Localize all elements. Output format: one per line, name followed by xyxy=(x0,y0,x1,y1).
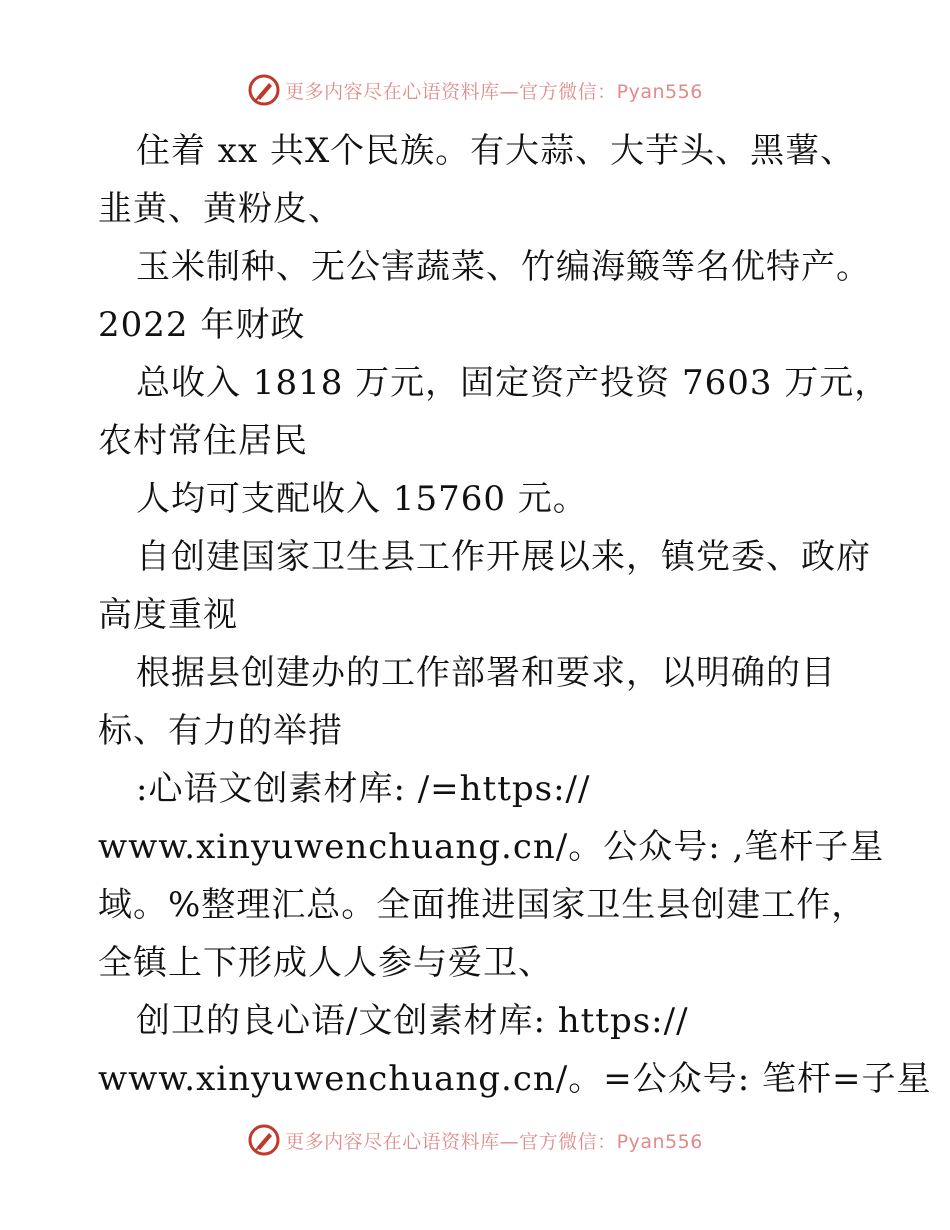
text-line: www.xinyuwenchuang.cn/。=公众号: 笔杆=子星 xyxy=(98,1059,932,1099)
text-line: :心语文创素材库: /=https:// xyxy=(136,769,591,809)
text-line: 农村常住居民 xyxy=(98,421,308,461)
text-line: 全镇上下形成人人参与爱卫、 xyxy=(98,943,553,983)
text-line: 人均可支配收入 15760 元。 xyxy=(136,479,588,519)
text-line: 创卫的良心语/文创素材库: https:// xyxy=(136,1001,689,1041)
document-body xyxy=(98,122,932,1108)
text-line: www.xinyuwenchuang.cn/。公众号: ,笔杆子星 xyxy=(98,827,885,867)
text-line: 标、有力的举措 xyxy=(98,711,343,751)
banner-text: 更多内容尽在心语资料库—官方微信：Pyan556 xyxy=(285,1130,703,1153)
text-line: 根据县创建办的工作部署和要求，以明确的目 xyxy=(136,653,836,693)
text-line: 住着 xx 共X个民族。有大蒜、大芋头、黑薯、 xyxy=(136,131,856,171)
text-line: 总收入 1818 万元，固定资产投资 7603 万元， xyxy=(136,363,890,403)
text-line: 高度重视 xyxy=(98,595,238,635)
pen-logo-icon xyxy=(247,1123,281,1157)
footer-banner xyxy=(0,1120,950,1160)
pen-logo-icon xyxy=(247,73,281,107)
text-line: 域。%整理汇总。全面推进国家卫生县创建工作， xyxy=(98,885,867,925)
text-line: 2022 年财政 xyxy=(98,305,306,345)
header-banner xyxy=(0,70,950,110)
text-line: 韭黄、黄粉皮、 xyxy=(98,189,343,229)
banner-text: 更多内容尽在心语资料库—官方微信：Pyan556 xyxy=(285,80,703,103)
text-line: 自创建国家卫生县工作开展以来，镇党委、政府 xyxy=(136,537,871,577)
text-line: 玉米制种、无公害蔬菜、竹编海簸等名优特产。 xyxy=(136,247,871,287)
